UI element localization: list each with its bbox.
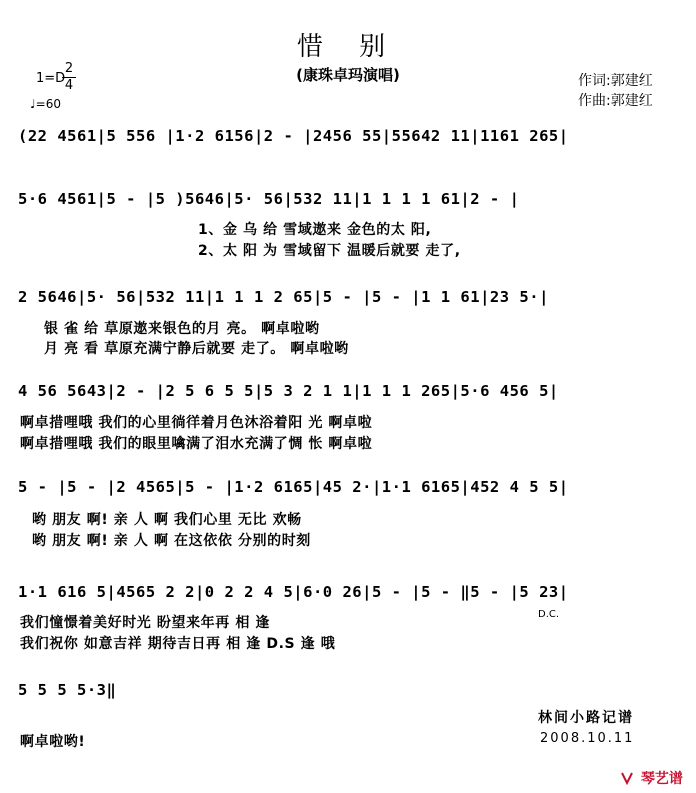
composer-credit: 作曲:郭建红: [578, 93, 653, 109]
lyric-line-4-verse-2: 哟 朋友 啊! 亲 人 啊 在这依依 分别的时刻: [32, 533, 311, 549]
lyric-line-1-verse-1: 1、金 乌 给 雪域遨来 金色的太 阳,: [198, 222, 432, 238]
lyric-line-2-verse-2: 月 亮 看 草原充满宁静后就要 走了。 啊卓啦哟: [44, 341, 349, 357]
transcriber-credit: 林间小路记谱: [538, 710, 634, 726]
lyric-line-1-verse-2: 2、太 阳 为 雪域留下 温暖后就要 走了,: [198, 243, 461, 259]
dc-mark: D.C.: [538, 609, 560, 620]
key-signature: 1=D: [36, 71, 66, 86]
time-signature-bottom: 4: [64, 78, 74, 93]
lyric-line-5-verse-2: 我们祝你 如意吉祥 期待吉日再 相 逢 D.S 逢 哦: [20, 636, 336, 652]
notation-line-5: 5 - |5 - |2 4565|5 - |1·2 6165|45 2·|1·1 6165|452 4 5 5|: [18, 478, 569, 496]
lyric-line-3-verse-2: 啊卓措哩哦 我们的眼里噙满了泪水充满了惆 怅 啊卓啦: [20, 436, 373, 452]
watermark-text: 琴艺谱: [640, 771, 683, 787]
watermark-logo-icon: [620, 771, 634, 785]
notation-line-2: 5·6 4561|5 - |5 )5646|5· 56|532 11|1 1 1 1 61|2 - |: [18, 190, 520, 208]
lyric-line-3-verse-1: 啊卓措哩哦 我们的心里徜徉着月色沐浴着阳 光 啊卓啦: [20, 415, 373, 431]
notation-line-3: 2 5646|5· 56|532 11|1 1 1 2 65|5 - |5 - |1 1 61|23 5·|: [18, 288, 549, 306]
lyric-line-5-verse-1: 我们憧憬着美好时光 盼望来年再 相 逢: [20, 615, 271, 631]
notation-line-7: 5 5 5 5·3‖: [18, 681, 117, 699]
site-watermark: [620, 768, 683, 788]
lyric-line-6: 啊卓啦哟!: [20, 734, 86, 750]
transcription-date: 2008.10.11: [540, 731, 635, 746]
song-title: 惜 别: [296, 32, 400, 62]
tempo-marking: ♩=60: [30, 97, 61, 111]
notation-line-6: 1·1 616 5|4565 2 2|0 2 2 4 5|6·0 26|5 - |5 - ‖5 - |5 23|: [18, 583, 569, 601]
lyric-line-2-verse-1: 银 雀 给 草原遨来银色的月 亮。 啊卓啦哟: [44, 321, 320, 337]
song-subtitle: (康珠卓玛演唱): [296, 66, 400, 84]
time-signature: [62, 62, 76, 93]
lyricist-credit: 作词:郭建红: [578, 73, 653, 89]
notation-line-4: 4 56 5643|2 - |2 5 6 5 5|5 3 2 1 1|1 1 1 265|5·6 456 5|: [18, 382, 559, 400]
time-signature-top: 2: [64, 61, 74, 76]
lyric-line-4-verse-1: 哟 朋友 啊! 亲 人 啊 我们心里 无比 欢畅: [32, 512, 302, 528]
notation-line-1: (22 4561|5 556 |1·2 6156|2 - |2456 55|55642 11|1161 265|: [18, 127, 569, 145]
